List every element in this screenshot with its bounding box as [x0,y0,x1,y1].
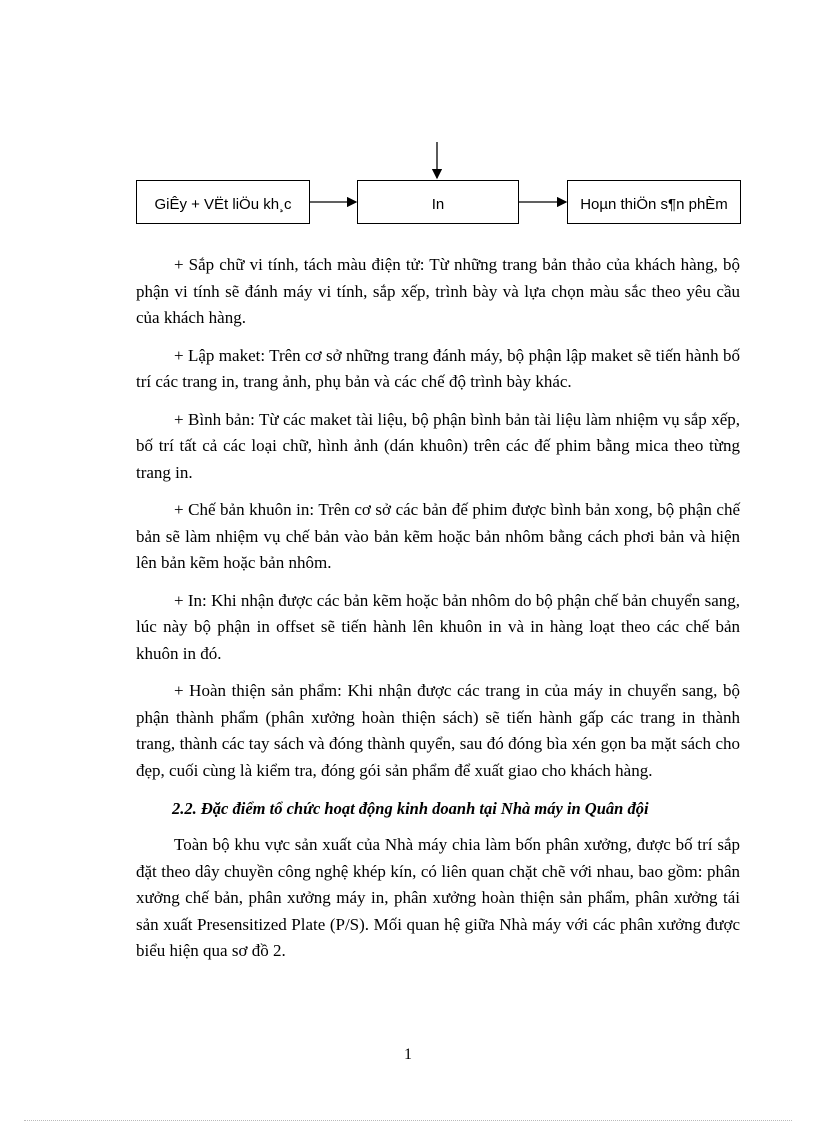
flow-box-materials: GiÊy + VËt liÖu kh¸c [136,180,310,224]
flow-box-printing: In [357,180,519,224]
paragraph-section: Toàn bộ khu vực sản xuất của Nhà máy chia làm bốn phân xưởng, được bố trí sắp đặt theo dây chuyền công nghệ khép kín, có liên quan chặt chẽ với nhau, bao gồm: phân xưởng chế bản, phân xưởng máy in, phân xưởng hoàn thiện sản phẩm, phân xưởng tái sản xuất Presensitized Plate (P/S). Mối quan hệ giữa Nhà máy với các phân xưởng được biểu hiện qua sơ đồ 2. [136,835,740,960]
paragraph-layout: + Lập maket: Trên cơ sở những trang đánh máy, bộ phận lập maket sẽ tiến hành bố trí các trang in, trang ảnh, phụ bản và các chế độ trình bày khác. [136,345,740,391]
paragraph-printing: + In: Khi nhận được các bản kẽm hoặc bản nhôm do bộ phận chế bản chuyển sang, lúc này bộ phận in offset sẽ tiến hành lên khuôn in và in hàng loạt theo các chế bản khuôn in đó. [136,590,740,663]
body-text [136,252,740,976]
flow-box-finishing: Hoµn thiÖn s¶n phÈm [567,180,741,224]
footer-rule [24,1120,792,1121]
page-number: 1 [404,1046,412,1063]
paragraph-platemaking: + Chế bản khuôn in: Trên cơ sở các bản đế phim được bình bản xong, bộ phận chế bản sẽ làm nhiệm vụ chế bản vào bản kẽm hoặc bản nhôm bằng cách phơi bản và hiện lên bản kẽm hoặc bản nhôm. [136,500,740,572]
section-heading: 2.2. Đặc điểm tổ chức hoạt động kinh doanh tại Nhà máy in Quân đội [172,799,649,818]
paragraph-imposition: + Bình bản: Từ các maket tài liệu, bộ phận bình bản tài liệu làm nhiệm vụ sắp xếp, bố trí tất cả các loại chữ, hình ảnh (dán khuôn) trên các đế phim bằng mica theo từng trang in. [136,409,740,482]
paragraph-finishing: + Hoàn thiện sản phẩm: Khi nhận được các trang in của máy in chuyển sang, bộ phận thành phẩm (phân xưởng hoàn thiện sách) sẽ tiến hành gấp các trang in thành trang, thành các tay sách và đóng thành quyển, sau đó đóng bìa xén gọn ba mặt sách cho đẹp, cuối cùng là kiểm tra, đóng gói sản phẩm để xuất giao cho khách hàng. [136,681,740,780]
paragraph-typesetting: + Sắp chữ vi tính, tách màu điện tử: Từ những trang bản thảo của khách hàng, bộ phận vi tính sẽ đánh máy vi tính, sắp xếp, trình bày và lựa chọn màu sắc theo yêu cầu của khách hàng. [136,255,740,327]
